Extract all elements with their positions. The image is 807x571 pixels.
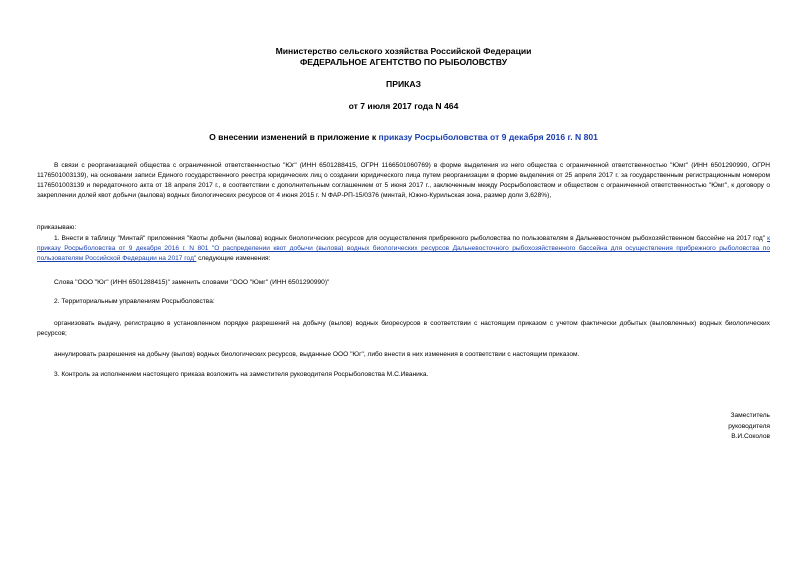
signature-line-1: Заместитель: [730, 412, 770, 419]
item-1-tail: следующие изменения:: [196, 255, 271, 262]
signature-name: В.И.Соколов: [731, 433, 770, 440]
signature-line-2: руководителя: [728, 422, 770, 430]
item-2a-paragraph: организовать выдачу, регистрацию в установленном порядке разрешений на добычу (вылов) водных биоресурсов в соответствии с настоящим приказом с учетом фактически добытых (выловленных) водных биологических ресурсов;: [37, 320, 770, 337]
document-title: [0, 132, 807, 143]
replacement-paragraph: Слова "ООО "Юг" (ИНН 6501288415)" заменить словами "ООО "Юмг" (ИНН 6501290990)": [54, 279, 330, 286]
item-2b-paragraph: аннулировать разрешения на добычу (вылов) водных биологических ресурсов, выданные ООО "Юг", либо внести в них изменения в соответствии с настоящим приказом.: [54, 351, 580, 358]
ministry-name: Министерство сельского хозяйства Российской Федерации: [275, 46, 532, 56]
title-link[interactable]: приказу Росрыболовства от 9 декабря 2016 г. N 801: [378, 132, 598, 142]
document-type: ПРИКАЗ: [386, 79, 421, 89]
item-1-text: 1. Внести в таблицу "Минтай" приложения "Квоты добычи (вылова) водных биологических ресурсов для осуществления прибрежного рыболовства по пользователям в Дальневосточном рыбохозяйственном бассейне на 2017 год": [54, 235, 766, 242]
document-date-number: от 7 июля 2017 года N 464: [348, 101, 459, 111]
agency-name: ФЕДЕРАЛЬНОЕ АГЕНТСТВО ПО РЫБОЛОВСТВУ: [299, 57, 508, 67]
item-1-link[interactable]: к приказу Росрыболовства от 9 декабря 2016 г. N 801 "О распределении квот добычи (вылова) водных биологических ресурсов Дальневосточного рыбохозяйственного бассейна для осуществления прибрежного рыболовства по пользователям Российской Федерации на 2017 год": [37, 235, 770, 262]
preamble-paragraph: В связи с реорганизацией общества с ограниченной ответственностью "Юг" (ИНН 6501288415, ОГРН 1166501060769) в форме выделения из него общества с ограниченной ответственностью "Юмг" (ИНН 6501290990, ОГРН 1176501003139), на основании записи Единого государственного реестра юридических лиц о создании юридического лица путем реорганизации в форме выделения от 25 апреля 2017 г. за государственным регистрационным номером 1176501003139 и передаточного акта от 18 апреля 2017 г., в соответствии с дополнительным соглашением от 5 июня 2017 г., заключенным между Росрыболовством и обществом с ограниченной ответственностью "Юмг", к договору о закреплении долей квот добычи (вылова) водных биологических ресурсов от 4 июня 2015 г. N ФАР-РП-15/0376 (минтай, Южно-Курильская зона, размер доли 3,628%),: [37, 162, 770, 199]
orders-word: приказываю:: [37, 224, 77, 231]
signature-block: [728, 411, 770, 443]
title-prefix: О внесении изменений в приложение к: [209, 132, 379, 142]
item-3-paragraph: 3. Контроль за исполнением настоящего приказа возложить на заместителя руководителя Росрыболовства М.С.Иваника.: [54, 371, 429, 378]
item-2-paragraph: 2. Территориальным управлениям Росрыболовства:: [54, 298, 215, 305]
item-1-paragraph: [37, 234, 770, 264]
